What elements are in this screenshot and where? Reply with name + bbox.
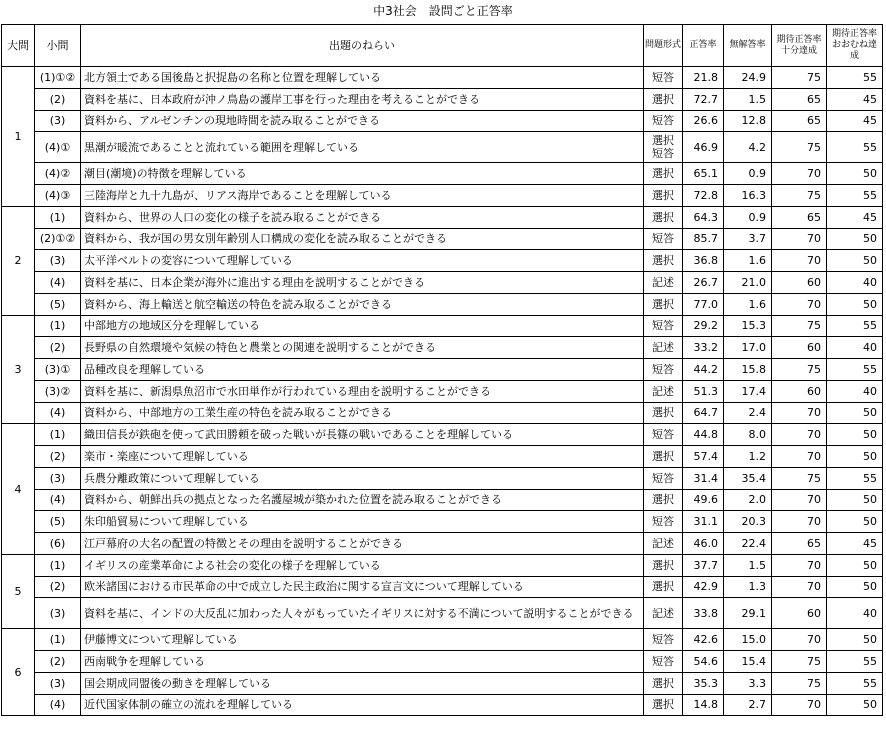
minor-number-cell: (1) [35,424,81,446]
expected-full-cell: 60 [772,272,827,294]
expected-mostly-cell: 50 [827,163,883,185]
aim-cell: 北方領土である国後島と択捉島の名称と位置を理解している [81,67,644,89]
table-row [2,88,883,110]
expected-full-cell: 70 [772,424,827,446]
format-value-secondary: 短答 [652,147,674,161]
major-number-cell: 4 [2,424,35,555]
correct-rate-cell: 46.0 [683,533,724,555]
expected-mostly-cell: 50 [827,694,883,716]
expected-mostly-cell: 50 [827,424,883,446]
expected-full-cell: 70 [772,554,827,576]
table-row [2,694,883,716]
expected-mostly-cell: 50 [827,250,883,272]
table-row [2,598,883,629]
noanswer-rate-cell: 2.0 [724,489,772,511]
expected-mostly-cell: 45 [827,206,883,228]
table-row [2,672,883,694]
aim-cell: 国会期成同盟後の動きを理解している [81,672,644,694]
expected-full-cell: 60 [772,380,827,402]
correct-rate-cell: 57.4 [683,446,724,468]
header-row [2,25,883,67]
correct-rate-cell: 36.8 [683,250,724,272]
expected-mostly-cell: 50 [827,228,883,250]
aim-cell: 潮目(潮境)の特徴を理解している [81,163,644,185]
expected-full-cell: 70 [772,228,827,250]
minor-number-cell: (1) [35,629,81,651]
expected-full-cell: 70 [772,629,827,651]
aim-cell: 近代国家体制の確立の流れを理解している [81,694,644,716]
format-cell [644,132,683,163]
format-cell: 短答 [644,359,683,381]
format-cell: 選択 [644,446,683,468]
expected-mostly-cell: 55 [827,467,883,489]
expected-full-cell: 70 [772,402,827,424]
expected-full-cell: 65 [772,110,827,132]
aim-cell: 江戸幕府の大名の配置の特徴とその理由を説明することができる [81,533,644,555]
correct-rate-cell: 31.1 [683,511,724,533]
minor-number-cell: (1) [35,315,81,337]
noanswer-rate-cell: 0.9 [724,163,772,185]
expected-mostly-cell: 50 [827,554,883,576]
format-cell: 選択 [644,163,683,185]
header-aim: 出題のねらい [81,25,644,67]
table-row [2,272,883,294]
minor-number-cell: (1) [35,554,81,576]
aim-cell: 資料から、アルゼンチンの現地時間を読み取ることができる [81,110,644,132]
table-row [2,337,883,359]
expected-full-cell: 65 [772,88,827,110]
format-cell: 選択 [644,250,683,272]
noanswer-rate-cell: 15.3 [724,315,772,337]
noanswer-rate-cell: 1.6 [724,250,772,272]
format-cell: 選択 [644,672,683,694]
format-cell: 短答 [644,315,683,337]
major-number-cell: 6 [2,629,35,716]
minor-number-cell: (4)① [35,132,81,163]
correct-rate-cell: 26.7 [683,272,724,294]
format-cell: 記述 [644,337,683,359]
noanswer-rate-cell: 29.1 [724,598,772,629]
minor-number-cell: (2) [35,651,81,673]
major-number-cell: 1 [2,67,35,207]
minor-number-cell: (3) [35,598,81,629]
expected-mostly-cell: 55 [827,359,883,381]
correct-rate-cell: 31.4 [683,467,724,489]
expected-full-cell: 70 [772,489,827,511]
format-cell: 短答 [644,424,683,446]
format-cell: 短答 [644,651,683,673]
table-row [2,228,883,250]
expected-mostly-cell: 40 [827,380,883,402]
minor-number-cell: (4) [35,694,81,716]
expected-mostly-cell: 55 [827,185,883,207]
noanswer-rate-cell: 3.3 [724,672,772,694]
format-cell: 選択 [644,576,683,598]
table-row [2,554,883,576]
noanswer-rate-cell: 1.2 [724,446,772,468]
expected-full-cell: 75 [772,185,827,207]
header-minor: 小問 [35,25,81,67]
minor-number-cell: (4)② [35,163,81,185]
aim-cell: 太平洋ベルトの変容について理解している [81,250,644,272]
correct-rate-cell: 85.7 [683,228,724,250]
major-number-cell: 3 [2,315,35,424]
aim-cell: 資料から、海上輸送と航空輸送の特色を読み取ることができる [81,293,644,315]
expected-full-cell: 75 [772,672,827,694]
aim-cell: 資料を基に、日本企業が海外に進出する理由を説明することができる [81,272,644,294]
expected-mostly-cell: 45 [827,533,883,555]
aim-cell: 資料を基に、インドの大反乱に加わった人々がもっていたイギリスに対する不満について説明することができる [81,598,644,629]
expected-mostly-cell: 55 [827,132,883,163]
aim-cell: 兵農分離政策について理解している [81,467,644,489]
expected-full-cell: 65 [772,206,827,228]
noanswer-rate-cell: 17.4 [724,380,772,402]
aim-cell: 資料を基に、新潟県魚沼市で水田単作が行われている理由を説明することができる [81,380,644,402]
noanswer-rate-cell: 22.4 [724,533,772,555]
expected-full-cell: 75 [772,359,827,381]
expected-full-cell: 75 [772,651,827,673]
noanswer-rate-cell: 2.4 [724,402,772,424]
aim-cell: 朱印船貿易について理解している [81,511,644,533]
aim-cell: 資料を基に、日本政府が沖ノ鳥島の護岸工事を行った理由を考えることができる [81,88,644,110]
expected-full-cell: 60 [772,598,827,629]
header-expected-mostly: 期待正答率おおむね達成 [827,25,883,67]
table-row [2,110,883,132]
noanswer-rate-cell: 0.9 [724,206,772,228]
format-value: 選択 [652,134,674,148]
minor-number-cell: (2) [35,446,81,468]
header-major: 大問 [2,25,35,67]
expected-full-cell: 75 [772,467,827,489]
correct-rate-cell: 14.8 [683,694,724,716]
correct-rate-cell: 42.6 [683,629,724,651]
aim-cell: 欧米諸国における市民革命の中で成立した民主政治に関する宣言文について理解している [81,576,644,598]
format-cell: 短答 [644,511,683,533]
minor-number-cell: (3)② [35,380,81,402]
header-correct-rate: 正答率 [683,25,724,67]
aim-cell: 楽市・楽座について理解している [81,446,644,468]
expected-mostly-cell: 50 [827,576,883,598]
table-row [2,250,883,272]
minor-number-cell: (2)①② [35,228,81,250]
correct-rate-cell: 33.2 [683,337,724,359]
minor-number-cell: (2) [35,88,81,110]
correct-rate-cell: 54.6 [683,651,724,673]
noanswer-rate-cell: 16.3 [724,185,772,207]
format-cell: 短答 [644,629,683,651]
expected-mostly-cell: 50 [827,446,883,468]
aim-cell: 資料から、中部地方の工業生産の特色を読み取ることができる [81,402,644,424]
correct-rate-cell: 21.8 [683,67,724,89]
header-expected-full: 期待正答率十分達成 [772,25,827,67]
noanswer-rate-cell: 35.4 [724,467,772,489]
correct-rate-cell: 26.6 [683,110,724,132]
format-cell: 選択 [644,402,683,424]
minor-number-cell: (3) [35,672,81,694]
minor-number-cell: (6) [35,533,81,555]
noanswer-rate-cell: 3.7 [724,228,772,250]
table-row [2,132,883,163]
aim-cell: 伊藤博文について理解している [81,629,644,651]
table-row [2,489,883,511]
aim-cell: 資料から、我が国の男女別年齢別人口構成の変化を読み取ることができる [81,228,644,250]
table-row [2,651,883,673]
expected-mostly-cell: 55 [827,651,883,673]
format-cell: 記述 [644,533,683,555]
expected-mostly-cell: 50 [827,293,883,315]
header-noanswer-rate: 無解答率 [724,25,772,67]
table-row [2,402,883,424]
format-cell: 選択 [644,489,683,511]
table-row [2,163,883,185]
aim-cell: イギリスの産業革命による社会の変化の様子を理解している [81,554,644,576]
noanswer-rate-cell: 4.2 [724,132,772,163]
minor-number-cell: (4)③ [35,185,81,207]
aim-cell: 西南戦争を理解している [81,651,644,673]
correct-rate-cell: 49.6 [683,489,724,511]
correct-rate-cell: 72.7 [683,88,724,110]
table-row [2,467,883,489]
expected-full-cell: 65 [772,533,827,555]
aim-cell: 中部地方の地域区分を理解している [81,315,644,337]
expected-mostly-cell: 50 [827,402,883,424]
noanswer-rate-cell: 15.4 [724,651,772,673]
table-row [2,511,883,533]
expected-mostly-cell: 45 [827,110,883,132]
correct-rate-cell: 46.9 [683,132,724,163]
minor-number-cell: (2) [35,337,81,359]
major-number-cell: 5 [2,554,35,629]
minor-number-cell: (3)① [35,359,81,381]
expected-full-cell: 70 [772,293,827,315]
expected-full-cell: 70 [772,511,827,533]
correct-rate-cell: 64.3 [683,206,724,228]
expected-full-cell: 70 [772,250,827,272]
expected-full-cell: 70 [772,446,827,468]
noanswer-rate-cell: 20.3 [724,511,772,533]
expected-mostly-cell: 55 [827,67,883,89]
table-row [2,185,883,207]
table-row [2,315,883,337]
format-cell: 選択 [644,694,683,716]
noanswer-rate-cell: 15.0 [724,629,772,651]
header-format: 問題形式 [644,25,683,67]
expected-mostly-cell: 50 [827,489,883,511]
expected-mostly-cell: 55 [827,315,883,337]
correct-rate-cell: 33.8 [683,598,724,629]
correct-rate-cell: 37.7 [683,554,724,576]
table-row [2,380,883,402]
expected-mostly-cell: 50 [827,629,883,651]
noanswer-rate-cell: 24.9 [724,67,772,89]
format-cell: 記述 [644,380,683,402]
table-row [2,206,883,228]
table-row [2,293,883,315]
expected-full-cell: 75 [772,132,827,163]
correct-rate-cell: 72.8 [683,185,724,207]
minor-number-cell: (2) [35,576,81,598]
results-table [1,24,883,716]
minor-number-cell: (4) [35,489,81,511]
page-title: 中3社会 設問ごと正答率 [373,4,513,18]
minor-number-cell: (4) [35,402,81,424]
expected-mostly-cell: 40 [827,598,883,629]
table-row [2,446,883,468]
noanswer-rate-cell: 8.0 [724,424,772,446]
correct-rate-cell: 29.2 [683,315,724,337]
noanswer-rate-cell: 21.0 [724,272,772,294]
correct-rate-cell: 44.8 [683,424,724,446]
table-row [2,359,883,381]
expected-mostly-cell: 40 [827,337,883,359]
expected-full-cell: 70 [772,163,827,185]
format-cell: 記述 [644,598,683,629]
table-row [2,576,883,598]
minor-number-cell: (5) [35,293,81,315]
table-row [2,67,883,89]
format-cell: 短答 [644,110,683,132]
noanswer-rate-cell: 12.8 [724,110,772,132]
noanswer-rate-cell: 1.6 [724,293,772,315]
aim-cell: 長野県の自然環境や気候の特色と農業との関連を説明することができる [81,337,644,359]
noanswer-rate-cell: 1.5 [724,88,772,110]
expected-full-cell: 60 [772,337,827,359]
correct-rate-cell: 77.0 [683,293,724,315]
correct-rate-cell: 51.3 [683,380,724,402]
format-cell: 短答 [644,67,683,89]
format-cell: 選択 [644,293,683,315]
format-cell: 選択 [644,185,683,207]
minor-number-cell: (3) [35,110,81,132]
minor-number-cell: (1)①② [35,67,81,89]
noanswer-rate-cell: 1.5 [724,554,772,576]
noanswer-rate-cell: 15.8 [724,359,772,381]
format-cell: 記述 [644,272,683,294]
format-cell: 選択 [644,206,683,228]
format-cell: 選択 [644,554,683,576]
noanswer-rate-cell: 17.0 [724,337,772,359]
correct-rate-cell: 65.1 [683,163,724,185]
format-cell: 短答 [644,228,683,250]
expected-mostly-cell: 55 [827,672,883,694]
minor-number-cell: (4) [35,272,81,294]
expected-full-cell: 70 [772,576,827,598]
minor-number-cell: (3) [35,250,81,272]
expected-mostly-cell: 40 [827,272,883,294]
minor-number-cell: (1) [35,206,81,228]
correct-rate-cell: 64.7 [683,402,724,424]
noanswer-rate-cell: 1.3 [724,576,772,598]
aim-cell: 織田信長が鉄砲を使って武田勝頼を破った戦いが長篠の戦いであることを理解している [81,424,644,446]
noanswer-rate-cell: 2.7 [724,694,772,716]
correct-rate-cell: 42.9 [683,576,724,598]
minor-number-cell: (3) [35,467,81,489]
expected-full-cell: 75 [772,67,827,89]
minor-number-cell: (5) [35,511,81,533]
aim-cell: 三陸海岸と九十九島が、リアス海岸であることを理解している [81,185,644,207]
aim-cell: 資料から、朝鮮出兵の拠点となった名護屋城が築かれた位置を読み取ることができる [81,489,644,511]
format-cell: 選択 [644,88,683,110]
aim-cell: 品種改良を理解している [81,359,644,381]
expected-full-cell: 75 [772,315,827,337]
aim-cell: 黒潮が暖流であることと流れている範囲を理解している [81,132,644,163]
expected-mostly-cell: 50 [827,511,883,533]
expected-full-cell: 70 [772,694,827,716]
correct-rate-cell: 35.3 [683,672,724,694]
expected-mostly-cell: 45 [827,88,883,110]
format-cell: 短答 [644,467,683,489]
correct-rate-cell: 44.2 [683,359,724,381]
major-number-cell: 2 [2,206,35,315]
table-row [2,629,883,651]
aim-cell: 資料から、世界の人口の変化の様子を読み取ることができる [81,206,644,228]
table-row [2,533,883,555]
table-body [2,67,883,716]
table-row [2,424,883,446]
